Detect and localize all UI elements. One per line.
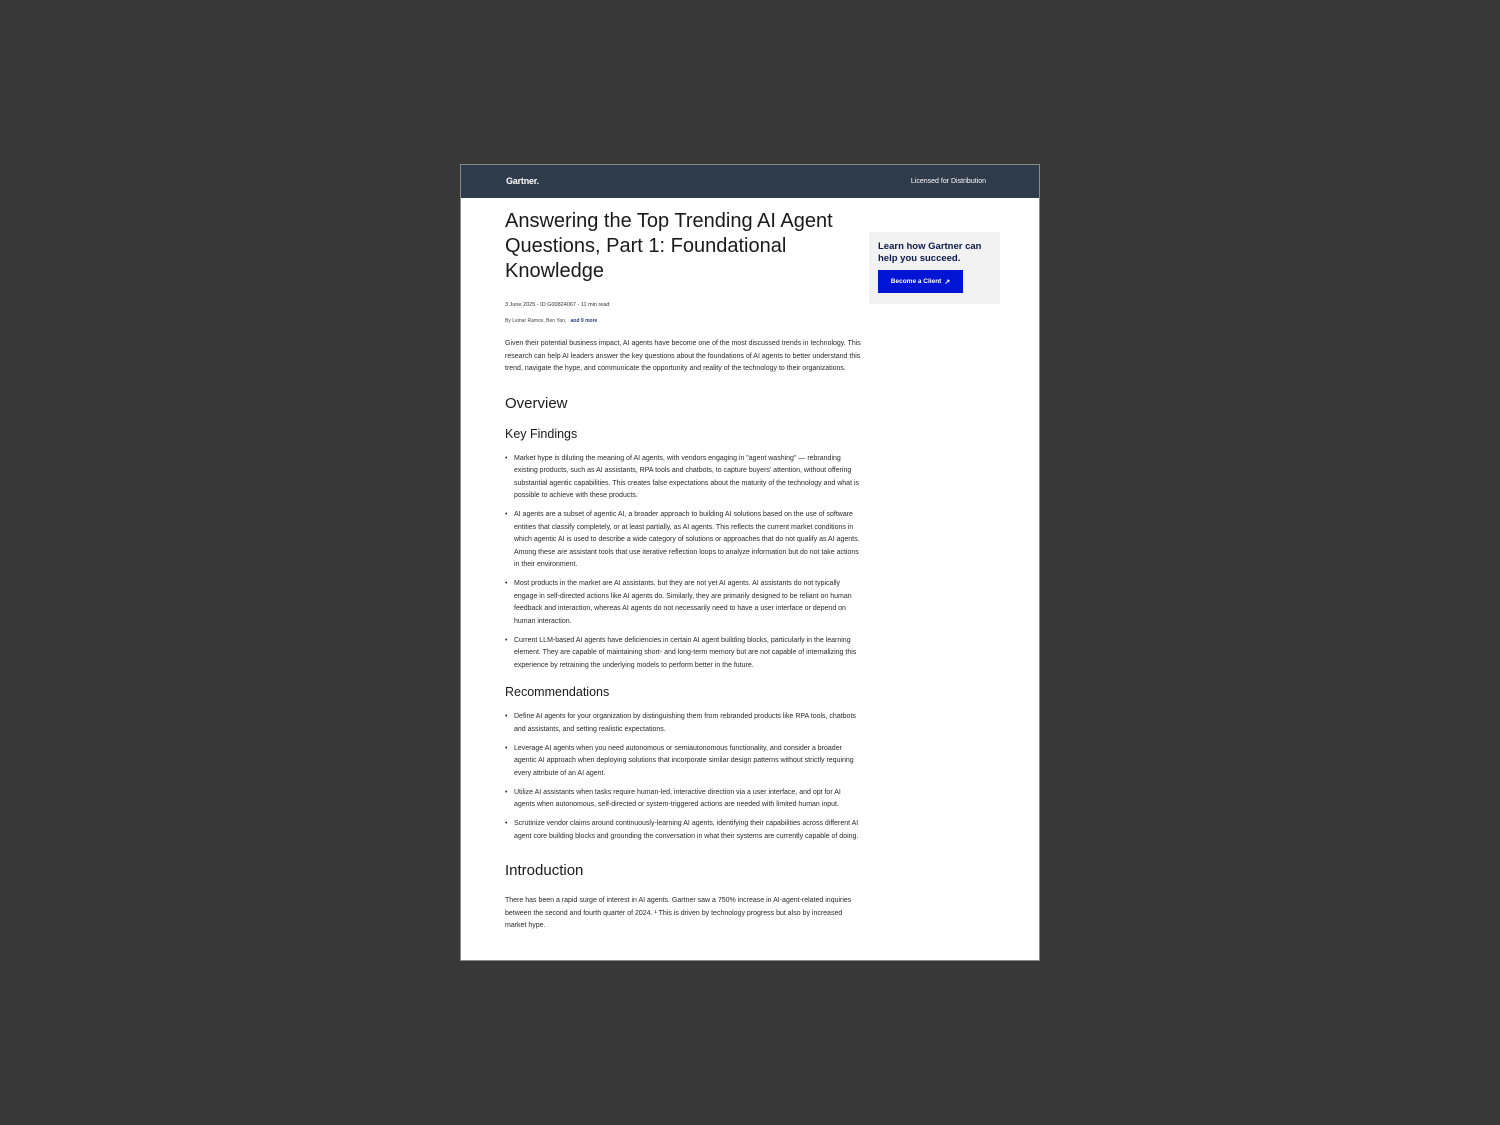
recommendation-text: Define AI agents for your organization by distinguishing them from rebranded products like RPA tools, chatbots and assistants, and setting realistic expectations. <box>514 713 856 733</box>
recommendation-text: Leverage AI agents when you need autonomous or semiautonomous functionality, and consider a broader agentic AI approach when deploying solutions that incorporate similar design patterns without strictly requiring every attribute of an AI agent. <box>514 744 854 777</box>
license-label: Licensed for Distribution <box>910 178 986 185</box>
bullet-icon: • <box>505 511 508 518</box>
key-findings-heading: Key Findings <box>505 426 578 441</box>
gartner-logo[interactable]: Gartner. <box>506 176 539 186</box>
list-item <box>505 711 861 736</box>
author-names: By Leinar Ramos, Ben Yan, <box>505 318 567 324</box>
bullet-icon: • <box>505 744 508 752</box>
become-client-label: Become a Client <box>890 278 942 285</box>
list-item <box>505 453 861 503</box>
cta-text: Learn how Gartner can help you succeed. <box>878 241 982 264</box>
bullet-icon: • <box>505 636 508 644</box>
document-page <box>460 164 1040 961</box>
finding-text: Current LLM-based AI agents have deficiencies in certain AI agent building blocks, particularly in the learning element. They are capable of maintaining short- and long-term memory but are not capable of internalizing this experience by retraining the underlying models to perform better in the future. <box>514 636 857 669</box>
recommendations-heading: Recommendations <box>505 685 610 699</box>
article-body <box>505 209 861 933</box>
recommendation-text: Scrutinize vendor claims around continuously-learning AI agents, identifying their capabilities across different AI agent core building blocks and grounding the conversation in what their systems are currently capable of doing. <box>514 820 859 840</box>
external-arrow-icon: ↗ <box>944 278 951 286</box>
overview-heading: Overview <box>505 394 568 412</box>
recommendations-list <box>505 711 861 843</box>
more-authors-link[interactable]: and 9 more <box>570 318 598 324</box>
bullet-icon: • <box>505 820 508 827</box>
list-item <box>505 509 861 572</box>
summary-paragraph: Given their potential business impact, AI agents have become one of the most discussed trends in technology. This research can help AI leaders answer the key questions about the foundations of AI agents to better understand this trend, navigate the hype, and communicate the opportunity and reality of the technology to their organizations. <box>505 340 861 372</box>
top-bar <box>461 165 1039 198</box>
bullet-icon: • <box>505 788 508 796</box>
finding-text: Most products in the market are AI assistants, but they are not yet AI agents. AI assistants do not typically engage in self-directed actions like AI agents do. Similarly, they are primarily designed to be reliant on human feedback and interaction, whereas AI agents do not necessarily need to have a user interface or depend on human interaction. <box>514 580 852 625</box>
introduction-heading: Introduction <box>505 862 584 879</box>
bullet-icon: • <box>505 454 508 462</box>
article-meta: 3 June 2025 - ID G00824067 - 11 min read <box>505 302 610 308</box>
become-client-button[interactable] <box>878 270 963 293</box>
cta-box <box>869 232 1000 304</box>
bullet-icon: • <box>505 580 508 587</box>
list-item <box>505 818 861 843</box>
article-authors <box>505 318 861 324</box>
list-item <box>505 743 861 781</box>
key-findings-list <box>505 453 861 673</box>
introduction-paragraph: There has been a rapid surge of interest in AI agents. Gartner saw a 750% increase in AI-agent-related inquiries between the second and fourth quarter of 2024. ¹ This is driven by technology progress but also by increased market hype. <box>505 897 852 929</box>
bullet-icon: • <box>505 713 508 720</box>
list-item <box>505 635 861 673</box>
page-title: Answering the Top Trending AI Agent Questions, Part 1: Foundational Knowledge <box>505 210 833 282</box>
list-item <box>505 787 861 812</box>
finding-text: Market hype is diluting the meaning of AI agents, with vendors engaging in "agent washing" — rebranding existing products, such as AI assistants, RPA tools and chatbots, to capture buyers' attention, without offering substantial agentic capabilities. This creates false expectations about the maturity of the technology and what is possible to achieve with these products. <box>514 454 860 499</box>
finding-text: AI agents are a subset of agentic AI, a broader approach to building AI solutions based on the use of software entities that classify completely, or at least partially, as AI agents. This reflects the current market conditions in which agentic AI is used to describe a wide category of solutions or approaches that do not qualify as AI agents. Among these are assistant tools that use iterative reflection loops to analyze information but do not take actions in their environment. <box>514 511 860 568</box>
recommendation-text: Utilize AI assistants when tasks require human-led, interactive direction via a user interface, and opt for AI agents when autonomous, self-directed or system-triggered actions are needed with limited human input. <box>514 788 841 808</box>
list-item <box>505 578 861 628</box>
